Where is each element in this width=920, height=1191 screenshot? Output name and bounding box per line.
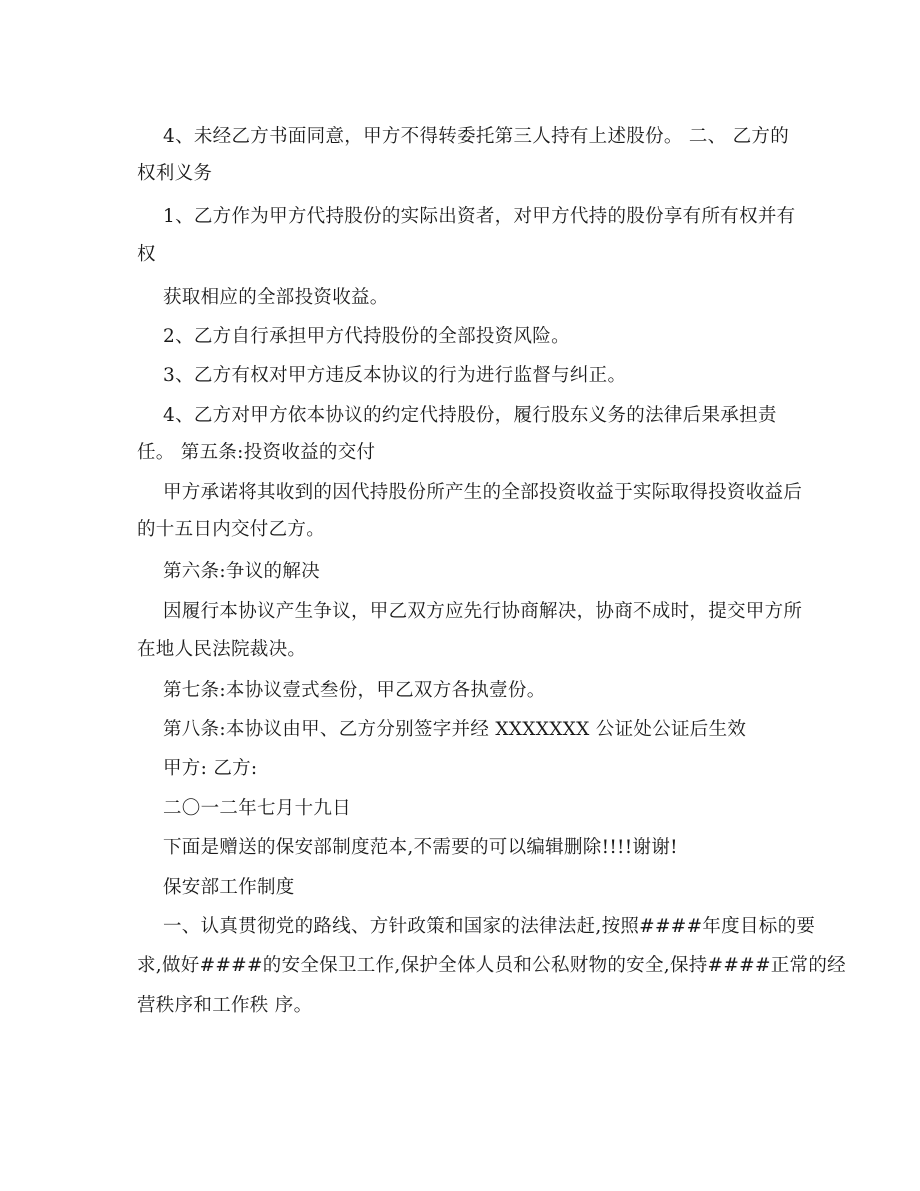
text-line: 2、乙方自行承担甲方代持股份的全部投资风险。	[163, 326, 570, 347]
text-line: 的十五日内交付乙方。	[137, 519, 326, 540]
text-line: 第八条:本协议由甲、乙方分别签字并经 XXXXXXX 公证处公证后生效	[163, 719, 747, 740]
text-line: 在地人民法院裁决。	[137, 639, 307, 660]
text-line: 权	[137, 244, 156, 265]
text-line: 权利义务	[137, 163, 213, 184]
text-line: 4、未经乙方书面同意，甲方不得转委托第三人持有上述股份。 二、 乙方的	[163, 126, 790, 147]
text-line: 一、认真贯彻党的路线、方针政策和国家的法律法赶,按照####年度目标的要	[163, 916, 816, 937]
text-line: 4、乙方对甲方依本协议的约定代持股份，履行股东义务的法律后果承担责	[163, 405, 777, 426]
text-line: 3、乙方有权对甲方违反本协议的行为进行监督与纠正。	[163, 365, 627, 386]
text-line: 下面是赠送的保安部制度范本,不需要的可以编辑删除!!!!谢谢!	[163, 837, 678, 858]
text-line: 甲方承诺将其收到的因代持股份所产生的全部投资收益于实际取得投资收益后	[163, 482, 803, 503]
text-line: 获取相应的全部投资收益。	[163, 287, 389, 308]
text-line: 营秩序和工作秩 序。	[137, 995, 313, 1016]
date-line: 二〇一二年七月十九日	[163, 798, 352, 819]
section-heading: 第六条:争议的解决	[163, 561, 320, 582]
section-heading: 保安部工作制度	[163, 877, 295, 898]
text-line: 第七条:本协议壹式叁份，甲乙双方各执壹份。	[163, 680, 546, 701]
text-line: 任。 第五条:投资收益的交付	[137, 442, 376, 463]
text-line: 因履行本协议产生争议，甲乙双方应先行协商解决，协商不成时，提交甲方所	[163, 601, 803, 622]
signature-line: 甲方: 乙方:	[163, 758, 258, 779]
text-line: 1、乙方作为甲方代持股份的实际出资者，对甲方代持的股份享有所有权并有	[163, 206, 796, 227]
text-line: 求,做好####的安全保卫工作,保护全体人员和公私财物的安全,保持####正常的经	[137, 955, 846, 976]
